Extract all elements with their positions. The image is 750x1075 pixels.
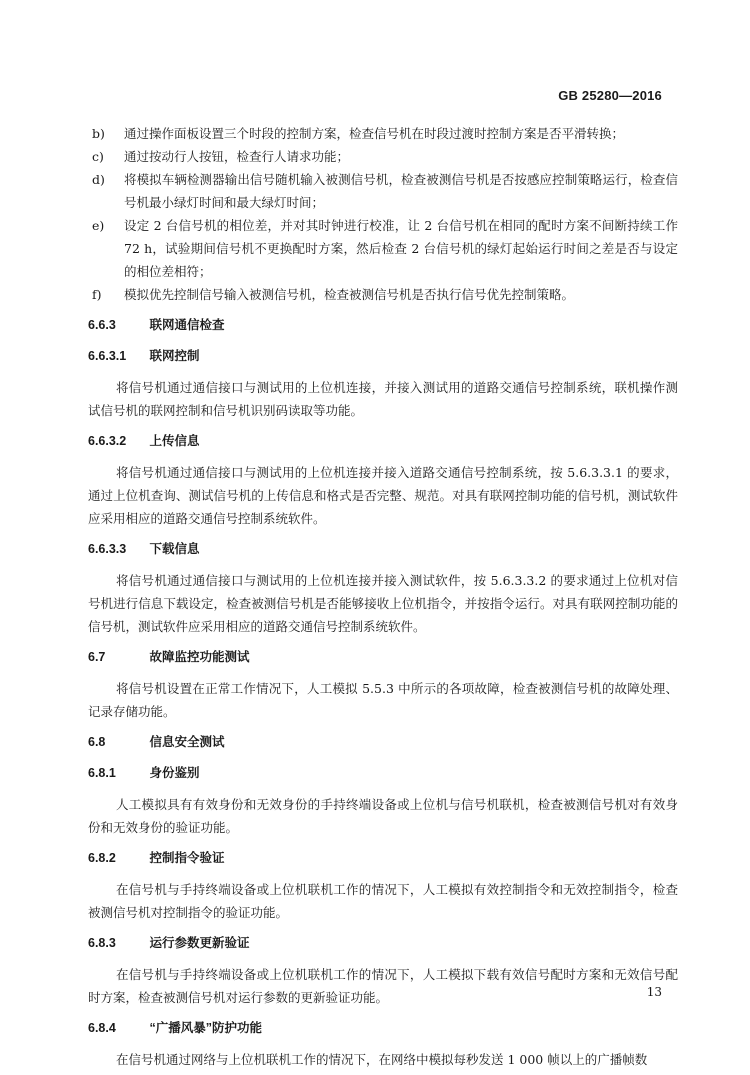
section-heading-6-8-3: [88, 932, 678, 955]
list-item-label: f): [92, 287, 102, 302]
section-heading-6-6-3-1: [88, 345, 678, 368]
section-heading-6-8-4: [88, 1017, 678, 1040]
section-title: 联网控制: [149, 349, 200, 363]
section-paragraph: 人工模拟具有有效身份和无效身份的手持终端设备或上位机与信号机联机，检查被测信号机对有效身份和无效身份的验证功能。: [88, 797, 678, 835]
list-item-text: 通过按动行人按钮，检查行人请求功能；: [124, 149, 350, 164]
section-heading-6-6-3-2: [88, 430, 678, 453]
list-item: [88, 168, 678, 214]
section-number: 6.8.3: [88, 936, 116, 950]
section-number: 6.6.3: [88, 318, 116, 332]
section-number: 6.8.2: [88, 851, 116, 865]
section-number: 6.6.3.3: [88, 542, 127, 556]
section-paragraph: 在信号机通过网络与上位机联机工作的情况下，在网络中模拟每秒发送 1 000 帧以上的广播帧数: [116, 1052, 648, 1067]
section-heading-6-6-3: [88, 314, 678, 337]
section-paragraph: 在信号机与手持终端设备或上位机联机工作的情况下，人工模拟有效控制指令和无效控制指令，检查被测信号机对控制指令的验证功能。: [88, 882, 678, 920]
section-title: 故障监控功能测试: [149, 650, 250, 664]
section-number: 6.6.3.1: [88, 349, 127, 363]
section-paragraph: 在信号机与手持终端设备或上位机联机工作的情况下，人工模拟下载有效信号配时方案和无效信号配时方案，检查被测信号机对运行参数的更新验证功能。: [88, 967, 678, 1005]
list-item-label: c): [92, 149, 104, 164]
section-paragraph: 将信号机通过通信接口与测试用的上位机连接，并接入测试用的道路交通信号控制系统，联机操作测试信号机的联网控制和信号机识别码读取等功能。: [88, 380, 678, 418]
test-step-list: [88, 122, 678, 306]
section-number: 6.7: [88, 650, 106, 664]
section-paragraph: 将信号机通过通信接口与测试用的上位机连接并接入道路交通信号控制系统，按 5.6.3.3.1 的要求，通过上位机查询、测试信号机的上传信息和格式是否完整、规范。对具有联网控制功能的信号机，测试软件应采用相应的道路交通信号控制系统软件。: [88, 465, 678, 526]
page-number: 13: [646, 985, 662, 999]
section-heading-6-7: [88, 646, 678, 669]
section-paragraph: 将信号机设置在正常工作情况下，人工模拟 5.5.3 中所示的各项故障，检查被测信号机的故障处理、记录存储功能。: [88, 681, 678, 719]
section-number: 6.8: [88, 735, 106, 749]
section-paragraph: 将信号机通过通信接口与测试用的上位机连接并接入测试软件，按 5.6.3.3.2 的要求通过上位机对信号机进行信息下载设定，检查被测信号机是否能够接收上位机指令，并按指令运行。对具有联网控制功能的信号机，测试软件应采用相应的道路交通信号控制系统软件。: [88, 573, 678, 634]
section-title: 身份鉴别: [149, 766, 200, 780]
section-heading-6-8: [88, 731, 678, 754]
list-item-text: 通过操作面板设置三个时段的控制方案，检查信号机在时段过渡时控制方案是否平滑转换；: [124, 126, 625, 141]
list-item-text: 模拟优先控制信号输入被测信号机，检查被测信号机是否执行信号优先控制策略。: [124, 287, 575, 302]
section-heading-6-8-1: [88, 762, 678, 785]
section-number: 6.8.1: [88, 766, 116, 780]
list-item: [88, 214, 678, 283]
section-number: 6.6.3.2: [88, 434, 127, 448]
section-title: 控制指令验证: [149, 851, 225, 865]
list-item-label: b): [92, 126, 105, 141]
standard-code: GB 25280—2016: [558, 88, 662, 103]
section-heading-6-6-3-3: [88, 538, 678, 561]
list-item: [88, 145, 678, 168]
list-item-label: e): [92, 218, 105, 233]
section-title: 运行参数更新验证: [149, 936, 250, 950]
document-body: [88, 122, 678, 1075]
section-heading-6-8-2: [88, 847, 678, 870]
list-item-text: 设定 2 台信号机的相位差，并对其时钟进行校准，让 2 台信号机在相同的配时方案不间断持续工作 72 h，试验期间信号机不更换配时方案，然后检查 2 台信号机的绿灯起始运行时间之差是否与设定的相位差相符；: [124, 218, 678, 279]
list-item: [88, 283, 678, 306]
section-title: 上传信息: [149, 434, 200, 448]
list-item-label: d): [92, 172, 105, 187]
section-title: 下载信息: [149, 542, 200, 556]
section-title: 联网通信检查: [149, 318, 225, 332]
section-number: 6.8.4: [88, 1021, 116, 1035]
list-item: [88, 122, 678, 145]
section-title: 信息安全测试: [149, 735, 225, 749]
section-title: “广播风暴”防护功能: [149, 1021, 262, 1035]
list-item-text: 将模拟车辆检测器输出信号随机输入被测信号机，检查被测信号机是否按感应控制策略运行，检查信号机最小绿灯时间和最大绿灯时间；: [124, 172, 678, 210]
